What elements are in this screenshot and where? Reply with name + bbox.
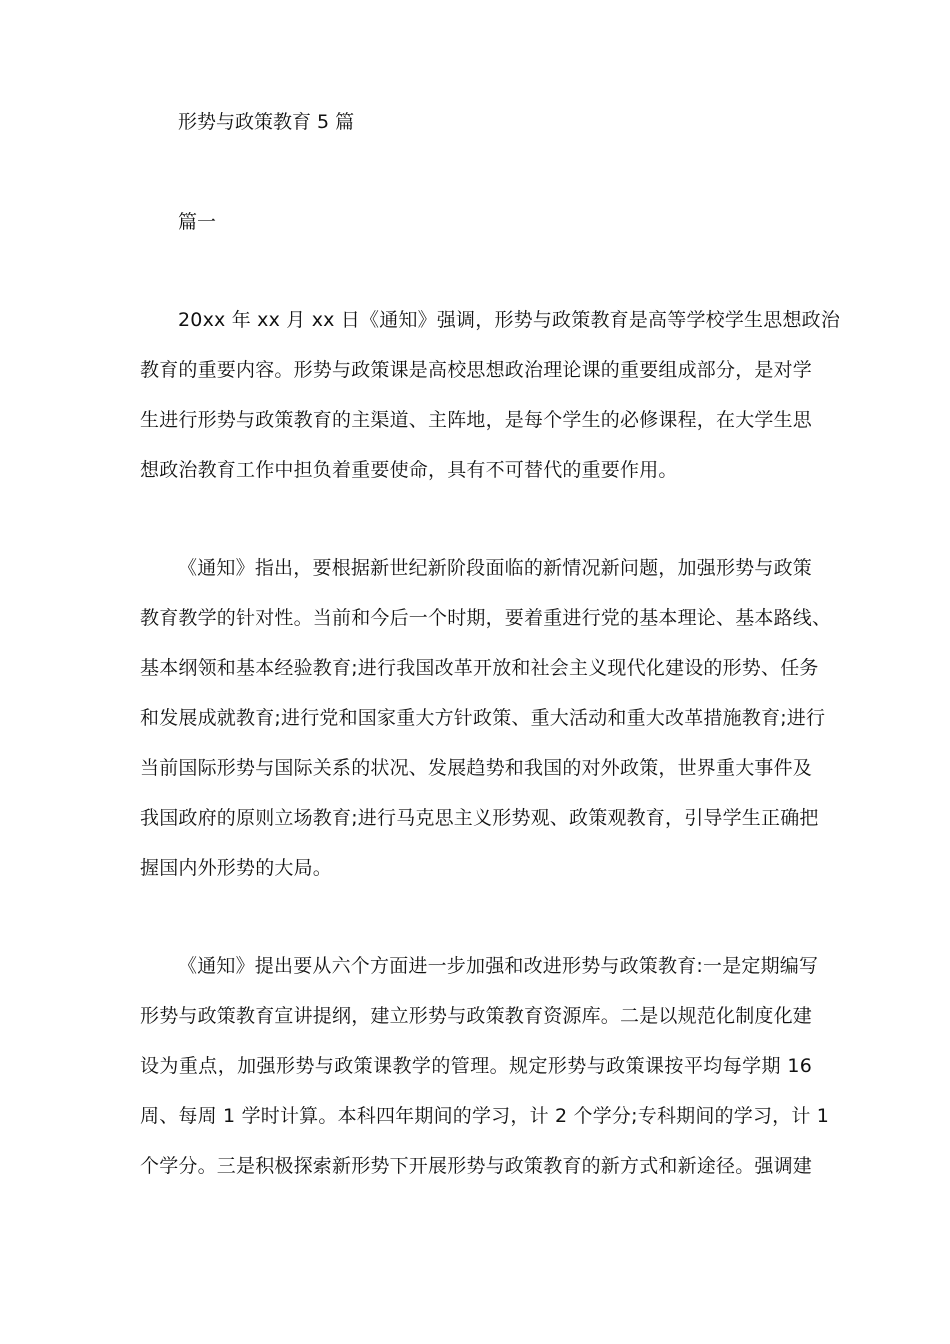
section-heading: 篇一 [178, 211, 217, 233]
paragraph-3-line-5: 个学分。三是积极探索新形势下开展形势与政策教育的新方式和新途径。强调建 [140, 1155, 813, 1177]
paragraph-1-line-3: 生进行形势与政策教育的主渠道、主阵地，是每个学生的必修课程，在大学生思 [140, 409, 813, 431]
paragraph-2-line-1: 《通知》指出，要根据新世纪新阶段面临的新情况新问题，加强形势与政策 [178, 557, 812, 579]
paragraph-2-line-7: 握国内外形势的大局。 [140, 857, 333, 879]
paragraph-1-line-1: 20xx 年 xx 月 xx 日《通知》强调，形势与政策教育是高等学校学生思想政治 [178, 309, 841, 331]
paragraph-1-line-4: 想政治教育工作中担负着重要使命，具有不可替代的重要作用。 [140, 459, 678, 481]
paragraph-2-line-3: 基本纲领和基本经验教育;进行我国改革开放和社会主义现代化建设的形势、任务 [140, 657, 819, 679]
paragraph-3-line-4: 周、每周 1 学时计算。本科四年期间的学习，计 2 个学分;专科期间的学习，计 1 [140, 1105, 830, 1127]
paragraph-1-line-2: 教育的重要内容。形势与政策课是高校思想政治理论课的重要组成部分，是对学 [140, 359, 813, 381]
document-title: 形势与政策教育 5 篇 [178, 111, 355, 133]
paragraph-2-line-5: 当前国际形势与国际关系的状况、发展趋势和我国的对外政策，世界重大事件及 [140, 757, 813, 779]
paragraph-2-line-4: 和发展成就教育;进行党和国家重大方针政策、重大活动和重大改革措施教育;进行 [140, 707, 826, 729]
paragraph-3-line-1: 《通知》提出要从六个方面进一步加强和改进形势与政策教育:一是定期编写 [178, 955, 819, 977]
paragraph-3-line-3: 设为重点，加强形势与政策课教学的管理。规定形势与政策课按平均每学期 16 [140, 1055, 812, 1077]
paragraph-2-line-6: 我国政府的原则立场教育;进行马克思主义形势观、政策观教育，引导学生正确把 [140, 807, 819, 829]
paragraph-2-line-2: 教育教学的针对性。当前和今后一个时期，要着重进行党的基本理论、基本路线、 [140, 607, 832, 629]
paragraph-3-line-2: 形势与政策教育宣讲提纲，建立形势与政策教育资源库。二是以规范化制度化建 [140, 1005, 813, 1027]
